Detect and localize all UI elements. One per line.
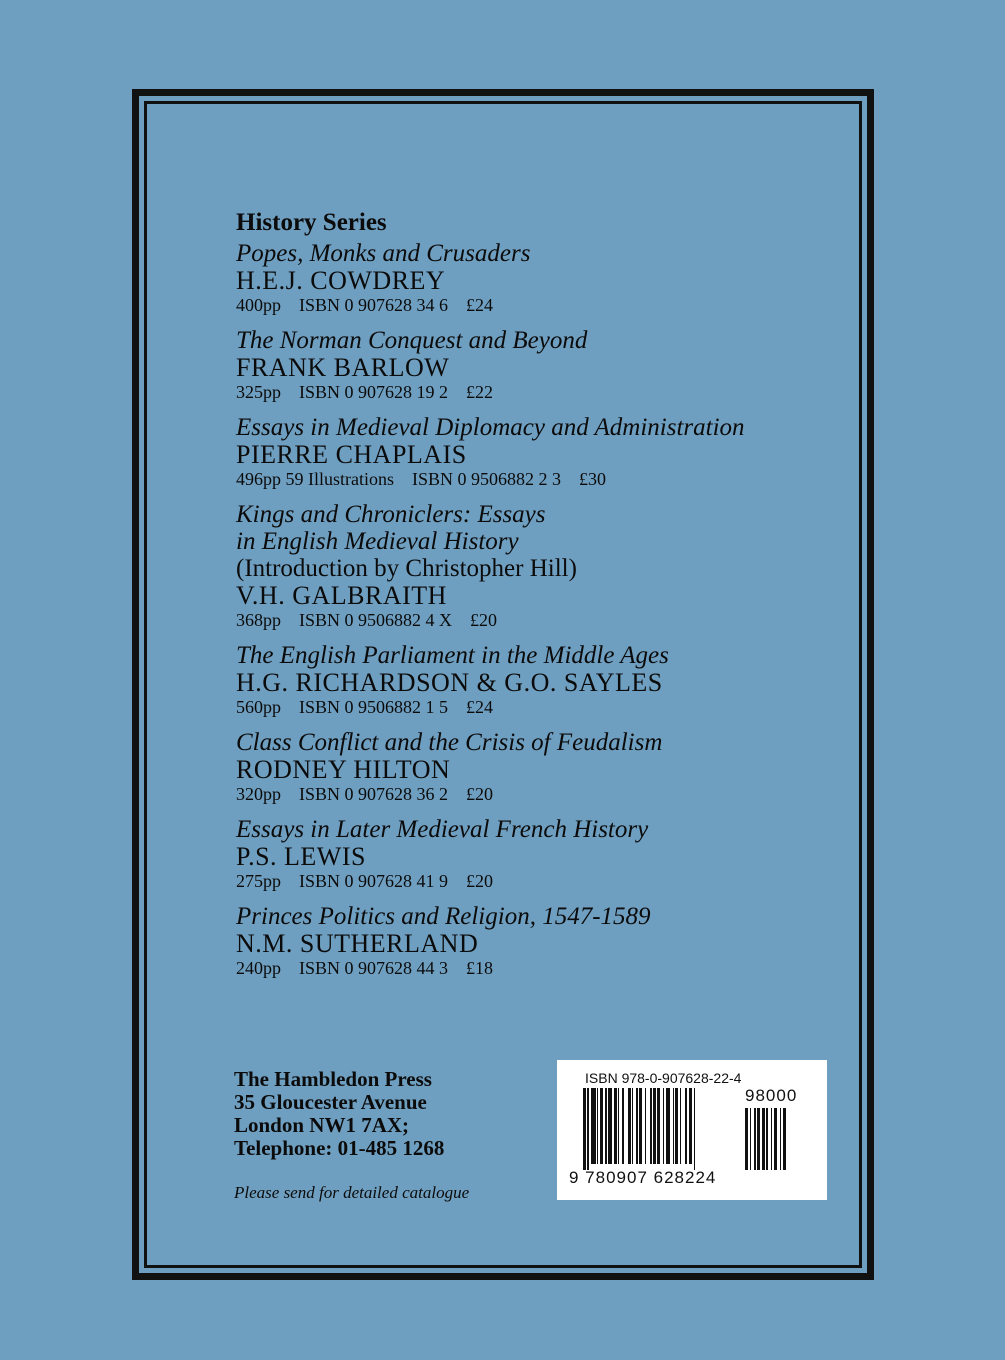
book-author: V.H. GALBRAITH [236, 581, 447, 610]
barcode-bar [600, 1088, 603, 1164]
book-note: (Introduction by Christopher Hill) [236, 555, 577, 582]
barcode-bar [583, 1088, 586, 1170]
barcode-bar [673, 1088, 674, 1164]
barcode-addon-bar [754, 1108, 756, 1170]
barcode-bar [614, 1088, 617, 1164]
book-title: Princes Politics and Religion, 1547-1589 [236, 903, 651, 930]
barcode-bar [639, 1088, 642, 1164]
book-meta: 560pp ISBN 0 9506882 1 5 £24 [236, 697, 494, 717]
barcode-addon-bar [745, 1108, 748, 1170]
barcode-addon-bar [757, 1108, 760, 1170]
barcode-bar [605, 1088, 606, 1164]
book-entry [236, 816, 836, 893]
catalogue-note: Please send for detailed catalogue [234, 1183, 470, 1202]
barcode-bar [650, 1088, 651, 1164]
book-title: Popes, Monks and Crusaders [236, 240, 531, 267]
book-meta: 400pp ISBN 0 907628 34 6 £24 [236, 295, 494, 315]
barcode-bar [689, 1088, 692, 1164]
barcode-bar [694, 1088, 695, 1170]
book-author: PIERRE CHAPLAIS [236, 440, 467, 469]
barcode-bar [591, 1088, 595, 1164]
barcode-addon-bar [750, 1108, 752, 1170]
barcode-bar [663, 1088, 664, 1164]
publisher-city: London NW1 7AX; [234, 1113, 410, 1137]
book-meta: 275pp ISBN 0 907628 41 9 £20 [236, 871, 494, 891]
book-title: The English Parliament in the Middle Ages [236, 642, 669, 669]
barcode-bar [632, 1088, 633, 1164]
book-title: Kings and Chroniclers: Essays in English Medieval History [236, 501, 546, 555]
barcode-addon-bar [762, 1108, 765, 1170]
book-entry [236, 240, 836, 317]
barcode-box [557, 1060, 827, 1200]
book-author: P.S. LEWIS [236, 842, 366, 871]
book-entry [236, 903, 836, 980]
book-title: Class Conflict and the Crisis of Feudalism [236, 729, 663, 756]
barcode-bar [653, 1088, 656, 1164]
barcode-bar [680, 1088, 681, 1164]
book-entry [236, 501, 836, 632]
book-title: Essays in Medieval Diplomacy and Administration [236, 414, 745, 441]
book-entry [236, 642, 836, 719]
barcode-addon-digits: 98000 [745, 1086, 798, 1105]
isbn-label: ISBN 978-0-907628-22-4 [585, 1070, 742, 1086]
book-author: H.E.J. COWDREY [236, 266, 446, 295]
book-meta: 325pp ISBN 0 907628 19 2 £22 [236, 382, 494, 402]
book-author: N.M. SUTHERLAND [236, 929, 479, 958]
barcode-bar [587, 1088, 588, 1170]
barcode-bar [685, 1088, 686, 1164]
barcode-bar [657, 1088, 660, 1164]
book-author: H.G. RICHARDSON & G.O. SAYLES [236, 668, 663, 697]
barcode-addon-bar [766, 1108, 768, 1170]
barcode-bar [636, 1088, 637, 1164]
barcode-addon-bar [771, 1108, 773, 1170]
barcode-bar [628, 1088, 631, 1164]
barcode-bar [622, 1088, 623, 1164]
barcode-bar [675, 1088, 678, 1164]
publisher-phone: Telephone: 01-485 1268 [234, 1136, 445, 1160]
barcode-addon-bar [774, 1108, 777, 1170]
publisher-street: 35 Gloucester Avenue [234, 1090, 427, 1114]
book-entry [236, 327, 836, 404]
book-meta: 320pp ISBN 0 907628 36 2 £20 [236, 784, 494, 804]
barcode-digits: 9 780907 628224 [569, 1168, 717, 1187]
book-entry [236, 414, 836, 491]
book-author: FRANK BARLOW [236, 353, 450, 382]
book-meta: 240pp ISBN 0 907628 44 3 £18 [236, 958, 494, 978]
book-meta: 368pp ISBN 0 9506882 4 X £20 [236, 610, 498, 630]
book-author: RODNEY HILTON [236, 755, 451, 784]
book-entry [236, 729, 836, 806]
barcode-bar [645, 1088, 646, 1164]
barcode-addon-bar [783, 1108, 786, 1170]
publisher-address [234, 1068, 554, 1160]
book-title: Essays in Later Medieval French History [236, 816, 649, 843]
book-meta: 496pp 59 Illustrations ISBN 0 9506882 2 3 £30 [236, 469, 607, 489]
barcode-bar [666, 1088, 670, 1164]
barcode-bar [608, 1088, 612, 1164]
barcode-addon-bar [780, 1108, 782, 1170]
series-title: History Series [236, 209, 387, 236]
publisher-name: The Hambledon Press [234, 1067, 432, 1091]
barcode-bar [618, 1088, 619, 1164]
book-title: The Norman Conquest and Beyond [236, 327, 588, 354]
series-list [236, 208, 836, 990]
barcode-bar [597, 1088, 598, 1164]
